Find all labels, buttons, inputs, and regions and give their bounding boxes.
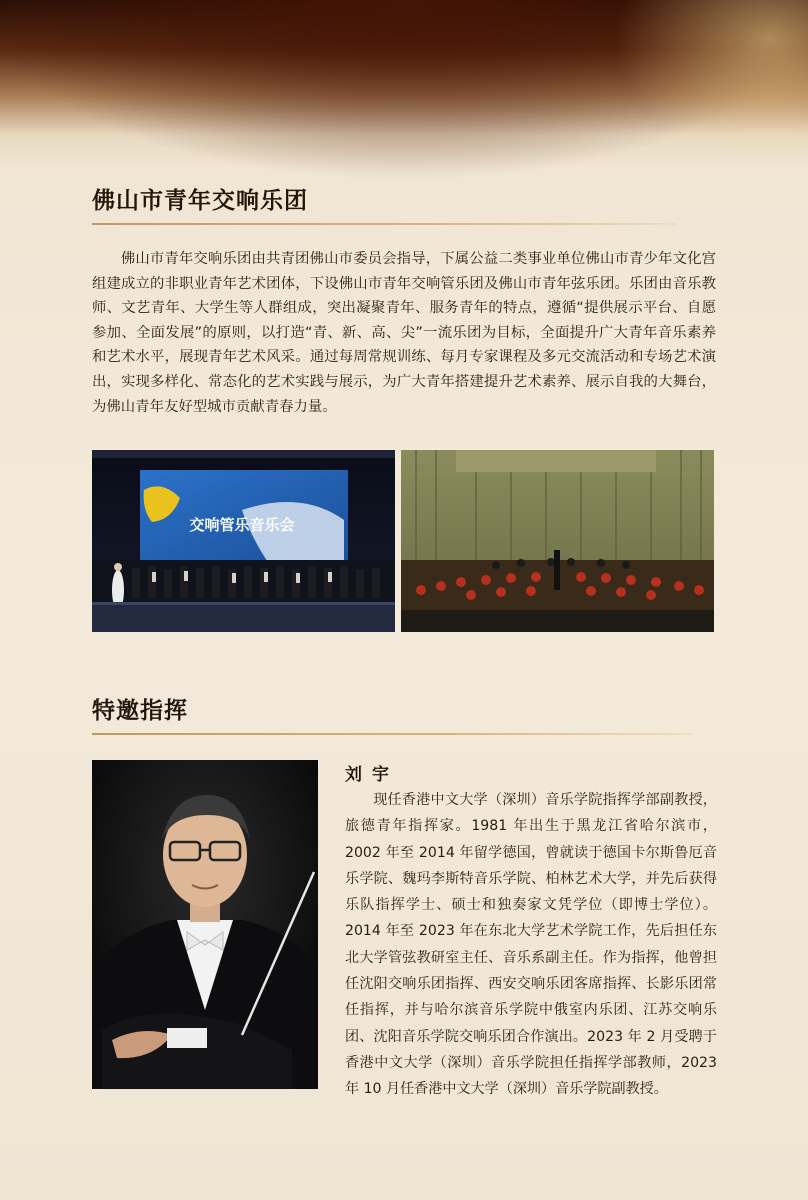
conductor-section-title: 特邀指挥: [92, 698, 188, 724]
orchestra-section-title: 佛山市青年交响乐团: [92, 188, 308, 214]
title-divider: [92, 733, 692, 735]
concert-hall-orchestra-photo: [401, 450, 714, 632]
orchestra-intro-paragraph: 佛山市青年交响乐团由共青团佛山市委员会指导，下属公益二类事业单位佛山市青少年文化宫组建成立的非职业青年艺术团体，下设佛山市青年交响管乐团及佛山市青年弦乐团。乐团由音乐教师、文艺青年、大学生等人群组成，突出凝聚青年、服务青年的特点，遵循“提供展示平台、自愿参加、全面发展”的原则，以打造“青、新、高、尖”一流乐团为目标，全面提升广大青年音乐素养和艺术水平，展现青年艺术风采。通过每周常规训练、每月专家课程及多元交流活动和专场艺术演出，实现多样化、常态化的艺术实践与展示，为广大青年搭建提升艺术素养、展示自我的大舞台，为佛山青年友好型城市贡献青春力量。: [92, 251, 716, 415]
concert-stage-photo: [92, 450, 395, 632]
conductor-biography: 现任香港中文大学（深圳）音乐学院指挥学部副教授，旅德青年指挥家。1981 年出生于黑龙江省哈尔滨市，2002 年至 2014 年留学德国，曾就读于德国卡尔斯鲁厄音乐学院、魏玛李斯特音乐学院、柏林艺术大学，并先后获得乐队指挥学士、硕士和独奏家文凭学位（即博士学位）。2014 年至 2023 年在东北大学艺术学院工作，先后担任东北大学管弦教研室主任、音乐系副主任。作为指挥，他曾担任沈阳交响乐团指挥、西安交响乐团客席指挥、长影乐团常任指挥，并与哈尔滨音乐学院中俄室内乐团、江苏交响乐团、沈阳音乐学院交响乐团合作演出。2023 年 2 月受聘于香港中文大学（深圳）音乐学院担任指挥学部教师，2023 年 10 月任香港中文大学（深圳）音乐学院副教授。: [345, 792, 717, 1098]
header-light-decoration: [588, 0, 808, 180]
conductor-portrait: [92, 760, 318, 1089]
conductor-name: 刘宇: [345, 765, 399, 785]
title-divider: [92, 223, 677, 225]
projection-screen-text: 交响管乐音乐会: [189, 516, 295, 534]
